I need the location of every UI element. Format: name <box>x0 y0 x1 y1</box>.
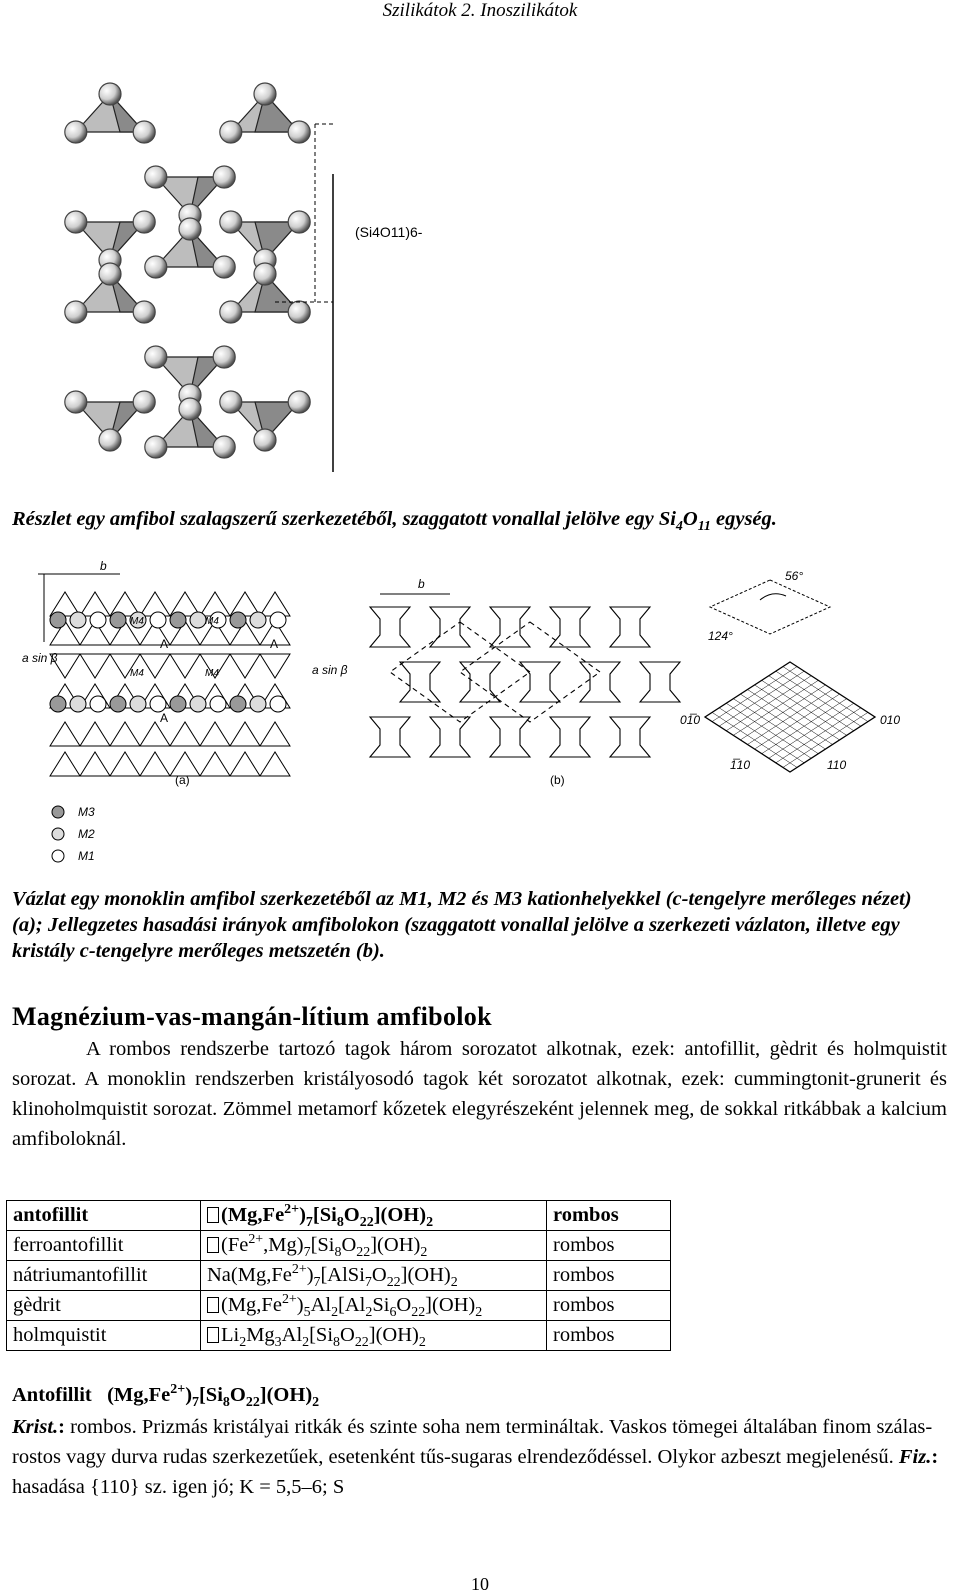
figure2-caption: Vázlat egy monoklin amfibol szerkezetéből az M1, M2 és M3 kationhelyekkel (c-tengelyre merőleges nézet) (a); Jellegzetes hasadási irányok amfibolokon (szaggatott vonallal jelölve a szerkezeti vázlaton, illetve egy kristály c-tengelyre merőleges metszetén (b). <box>12 888 912 962</box>
svg-text:(a): (a) <box>175 773 190 787</box>
crystal-system: rombos <box>547 1231 671 1261</box>
site-m4-label: M4 <box>205 616 219 627</box>
cleavage-diagram <box>680 569 900 772</box>
svg-text:a sin β: a sin β <box>22 651 58 665</box>
site-legend <box>52 805 95 863</box>
crystal-system: rombos <box>547 1291 671 1321</box>
svg-text:b: b <box>100 559 107 573</box>
svg-text:a sin β: a sin β <box>312 663 348 677</box>
svg-text:1̅10: 1̅10 <box>730 758 751 772</box>
crystal-system: rombos <box>547 1321 671 1351</box>
svg-text:M1: M1 <box>78 849 95 863</box>
mineral-name: nátriumantofillit <box>7 1261 201 1291</box>
missing-glyph-icon <box>207 1297 219 1313</box>
svg-text:010: 010 <box>880 713 901 727</box>
amphibole-structure-figure <box>22 559 910 872</box>
mineral-formula: $(Mg,Fe^{2+})_7[Si_8O_{22}](OH)_2$ <box>201 1201 547 1231</box>
page-header: Szilikátok 2. Inoszilikátok <box>382 0 578 21</box>
mineral-formula: $Na(Mg,Fe^{2+})_7[AlSi_7O_{22}](OH)_2$ <box>201 1261 547 1291</box>
table-row <box>7 1321 671 1351</box>
crystal-system: rombos <box>547 1201 671 1231</box>
antofillit-description: Krist.: rombos. Prizmás kristályai ritkák és szinte soha nem termináltak. Vaskos tömegei általában finom szálas-rostos vagy durva rudas szerkezetűek, esetenként tűs-sugaras elrendeződéssel. Olykor azbeszt megjelenésű. Fiz.: hasadása {110} sz. igen jó; K = 5,5–6; S <box>12 1416 939 1498</box>
svg-text:01̅0: 01̅0 <box>680 713 701 727</box>
section-title: Magnézium-vas-mangán-lítium amfibolok <box>12 1002 492 1031</box>
mineral-name: gèdrit <box>7 1291 201 1321</box>
svg-text:124°: 124° <box>708 629 733 643</box>
missing-glyph-icon <box>207 1237 219 1253</box>
mineral-name: holmquistit <box>7 1321 201 1351</box>
table-row <box>7 1291 671 1321</box>
amphibole-chain-figure <box>15 62 435 472</box>
crystal-system: rombos <box>547 1261 671 1291</box>
mineral-name: antofillit <box>7 1201 201 1231</box>
table-row <box>7 1261 671 1291</box>
si4o11-label: (Si4O11)6- <box>355 224 423 240</box>
missing-glyph-icon <box>207 1327 219 1343</box>
mineral-formula: $(Mg,Fe^{2+})_5Al_2[Al_2Si_6O_{22}](OH)_2$ <box>201 1291 547 1321</box>
mineral-formula: $Li_2Mg_3Al_2[Si_8O_{22}](OH)_2$ <box>201 1321 547 1351</box>
svg-text:b: b <box>418 577 425 591</box>
section-paragraph: A rombos rendszerbe tartozó tagok három sorozatot alkotnak, ezek: antofillit, gèdrit és holmquistit sorozat. A monoklin rendszerben kristályosodó tagok két sorozatot alkotnak, ezek: cummingtonit-grunerit és klinoholmquistit sorozat. Zömmel metamorf kőzetek elegyrészeként jelennek meg, de sokkal ritkábbak a kalcium amfiboloknál. <box>12 1038 947 1150</box>
site-a-label: A <box>160 711 169 725</box>
svg-text:(b): (b) <box>550 773 565 787</box>
svg-text:56°: 56° <box>785 569 804 583</box>
mineral-formula: $(Fe^{2+},Mg)_7[Si_8O_{22}](OH)_2$ <box>201 1231 547 1261</box>
table-row <box>7 1231 671 1261</box>
site-m4-label: M4 <box>205 668 219 679</box>
missing-glyph-icon <box>207 1207 219 1223</box>
antofillit-heading: Antofillit $(Mg,Fe^{2+})_7[Si_8O_{22}](OH)_2$ <box>12 1382 320 1411</box>
table-row <box>7 1201 671 1231</box>
mineral-name: ferroantofillit <box>7 1231 201 1261</box>
mineral-table <box>6 1200 671 1351</box>
page-number: 10 <box>471 1574 489 1594</box>
site-a-label: A <box>270 637 279 651</box>
svg-text:110: 110 <box>827 758 847 772</box>
panel-b-diagram <box>312 577 680 787</box>
site-m4-label: M4 <box>130 668 144 679</box>
svg-text:M3: M3 <box>78 805 95 819</box>
svg-text:M2: M2 <box>78 827 95 841</box>
site-a-label: A <box>160 637 169 651</box>
site-m4-label: M4 <box>130 616 144 627</box>
figure1-caption: Részlet egy amfibol szalagszerű szerkezetéből, szaggatott vonallal jelölve egy $Si_4O_{11}$ egység. <box>12 508 777 535</box>
panel-a-diagram <box>22 559 290 787</box>
